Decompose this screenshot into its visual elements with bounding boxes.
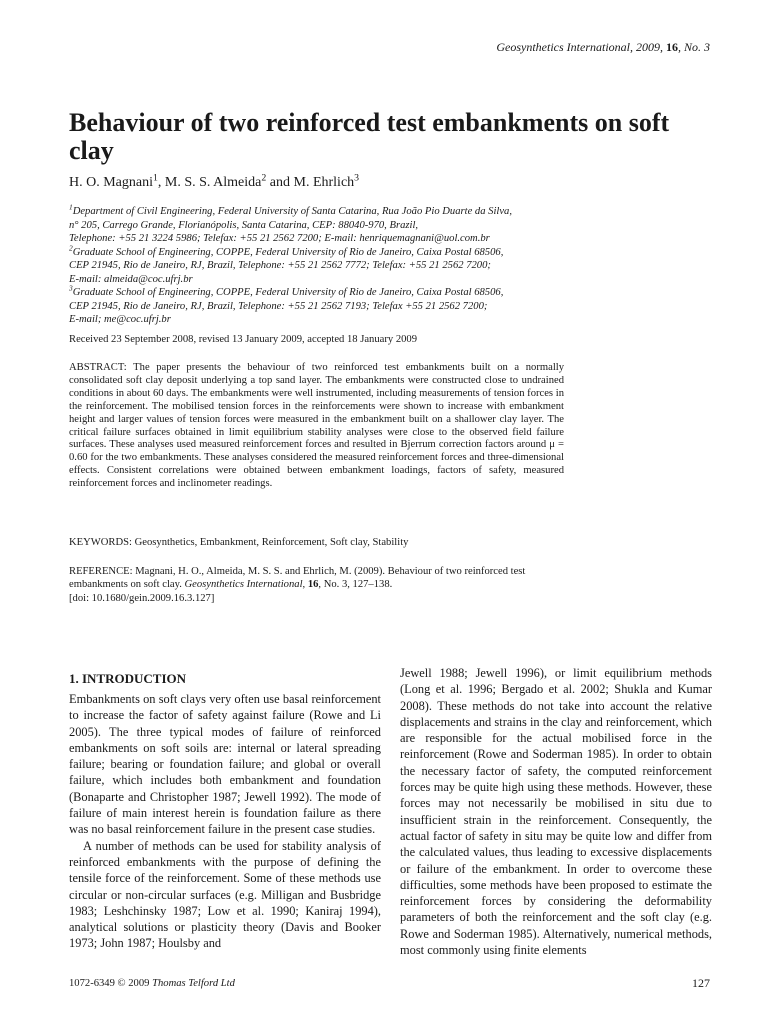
affiliation-line: n° 205, Carrego Grande, Florianópolis, Santa Catarina, CEP: 88040-970, Brazil, [69,219,419,231]
affiliation-line: CEP 21945, Rio de Janeiro, RJ, Brazil, Telephone: +55 21 2562 7193; Telefax +55 21 2562 7200; [69,300,488,312]
body-column-left [69,665,381,952]
received-dates: Received 23 September 2008, revised 13 January 2009, accepted 18 January 2009 [69,334,418,345]
citation-reference: REFERENCE: Magnani, H. O., Almeida, M. S. S. and Ehrlich, M. (2009). Behaviour of two reinforced test embankments on soft clay. Geosynthetics International, 16, No. 3, 127–138. [doi: 10.1680/gein.2009.16.3.127] [69,566,526,604]
affiliation-line: $^3$Graduate School of Engineering, COPPE, Federal University of Rio de Janeiro, Caixa Postal 68506, [69,283,504,298]
affiliation-line: Telephone: +55 21 3224 5986; Telefax: +55 21 2562 7200; E-mail: henriquemagnani@uol.com.br [69,233,490,244]
doi-link[interactable]: [doi: 10.1680/gein.2009.16.3.127] [69,592,215,604]
volume-number: 16 [665,40,678,54]
body-paragraph: A number of methods can be used for stability analysis of reinforced embankments with the purpose of defining the tensile force of the reinforcement. Some of these methods use circular or non-circular surfaces (e.g. Milligan and Busbridge 1983; Leshchinsky 1987; Low et al. 1990; Kaniraj 1994), analytical solutions or plasticity theory (Davis and Booker 1973; John 1987; Houlsby and [69,838,381,951]
affiliation-line: E-mail; me@coc.ufrj.br [69,314,171,325]
affiliations [69,202,709,327]
section-heading: 1. INTRODUCTION [69,671,187,686]
affiliation-line: E-mail: almeida@coc.ufrj.br [69,273,193,285]
affiliation-line: $^2$Graduate School of Engineering, COPPE, Federal University of Rio de Janeiro, Caixa Postal 68506, [69,242,504,258]
body-paragraph: Embankments on soft clays very often use basal reinforcement to increase the factor of safety against failure (Rowe and Li 2005). The three typical modes of failure of reinforced embankments on soft soils are: internal or lateral spreading failure; bearing or foundation failure; and global or overall failure, which includes both embankment and foundation (Bonaparte and Christopher 1987; Jewell 1992). The mode of failure of main interest herein is foundation failure as there was no basal reinforcement failure in the present case studies. [69,692,381,837]
paper-title: Behaviour of two reinforced test embankments on soft clay [69,108,670,165]
running-head: Geosynthetics International, 2009, 16, No. 3 [496,40,710,54]
body-column-right [400,665,712,958]
page-number: 127 [692,976,710,990]
footer-copyright: 1072-6349 © 2009 Thomas Telford Ltd [69,978,235,989]
reference-journal: Geosynthetics International [184,579,303,591]
keywords: KEYWORDS: Geosynthetics, Embankment, Reinforcement, Soft clay, Stability [69,537,409,548]
author-list: H. O. Magnani$^1$, M. S. S. Almeida$^2$ and M. Ehrlich$^3$ [69,172,360,190]
affiliation-line: CEP 21945, Rio de Janeiro, RJ, Brazil, Telephone: +55 21 2562 7772; Telefax: +55 21 2562 7200; [69,260,491,271]
affiliation-line: $^1$Department of Civil Engineering, Federal University of Santa Catarina, Rua João Pio Duarte da Silva, [69,202,512,217]
body-paragraph: Jewell 1988; Jewell 1996), or limit equilibrium methods (Long et al. 1996; Bergado et al. 2002; Shukla and Kumar 2008). These methods do not take into account the relative displacements and strains in the clay and reinforcement, which are responsible for the actual mobilised force in the reinforcement (Rowe and Soderman 1985). In order to obtain the necessary factor of safety, the computed reinforcement forces may be quite high using these methods. However, these forces may not necessarily be mobilised in situ due to insufficient strain in the reinforcement. Consequently, the actual factor of safety in situ may be quite low and differ from the calculated values, thus leading to excessive displacements or failure of the embankment. In order to overcome these difficulties, some methods have been proposed to estimate the reinforcement forces by considering the deformability parameters of both the reinforcement and the soft clay (e.g. Rowe and Soderman 1985). Alternatively, numerical methods, most commonly using finite elements [400,666,712,958]
author-name: H. O. Magnani [69,175,153,190]
journal-name: Geosynthetics International [496,40,630,54]
author-name: M. Ehrlich [293,175,355,190]
abstract: ABSTRACT: The paper presents the behaviour of two reinforced test embankments built on a normally consolidated soft clay deposit underlying a top sand layer. The embankments were constructed close to undrained conditions in about 60 days. The embankments were well instrumented, including measurements of tension forces in the reinforcement. The mobilised tension forces in the reinforcements were shown to increase with embankment height and larger values of tension forces were measured in the embankment built on a shallower clay layer. The critical failure surfaces obtained in limit equilibrium stability analyses were close to the observed field failure surfaces. These analyses used measured reinforcement forces and resulted in Bjerrum correction factors around μ = 0.60 for the two embankments. These analyses considered the measured reinforcement forces and three-dimensional effects. Consistent correlations were obtained between embankment loadings, factors of safety, measured reinforcement forces and inclinometer readings. [69,362,564,490]
author-name: M. S. S. Almeida [164,175,262,190]
